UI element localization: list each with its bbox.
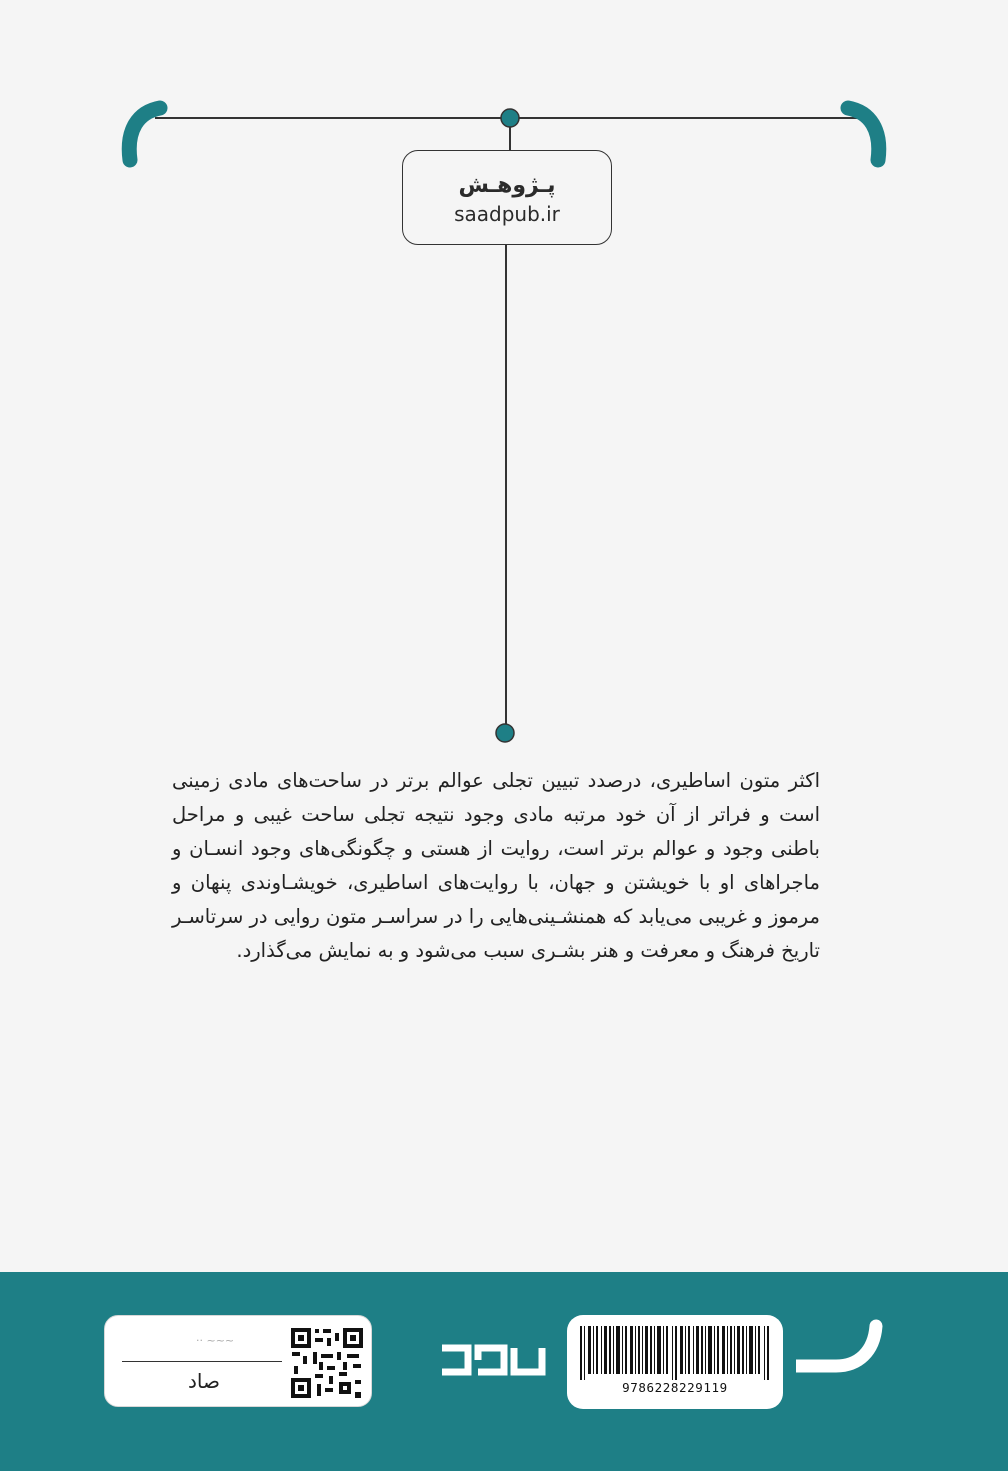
bottom-hook-decoration bbox=[796, 1318, 886, 1378]
website-url: saadpub.ir bbox=[454, 202, 560, 226]
back-cover-blurb: اکثر متون اساطیری، درصدد تبیین تجلی عوالم برتر در ساحت‌های مادی زمینی است و فراتر از آن خود مرتبه مادی وجود نتیجه تجلی ساحت غیبی و مراحل باطنی وجود و عوالم برتر است، روایت از هستی و چگونگی‌های وجود انسـان و ماجراهای او با خویشتن و جهان، با روایت‌های اساطیری، خویشـاوندی پنهان و مرموز و غریبی می‌یابد که همنشـینی‌هایی را در سراسـر متون روایی در سرتاسـر تاریخ فرهنگ و معرفت و هنر بشـری سبب می‌شود و به نمایش می‌گذارد. bbox=[172, 769, 820, 962]
saad-publisher-logo bbox=[438, 1338, 550, 1382]
isbn-barcode bbox=[580, 1326, 770, 1380]
publisher-stamp: صاد bbox=[188, 1369, 220, 1393]
isbn-number: 9786228229119 bbox=[622, 1380, 728, 1395]
price-line bbox=[122, 1361, 282, 1362]
qr-code-icon bbox=[289, 1326, 365, 1400]
series-label-box bbox=[402, 150, 612, 245]
handwritten-note: ~~~ ·· bbox=[196, 1334, 235, 1347]
series-label: پـژوهـش bbox=[458, 173, 556, 198]
